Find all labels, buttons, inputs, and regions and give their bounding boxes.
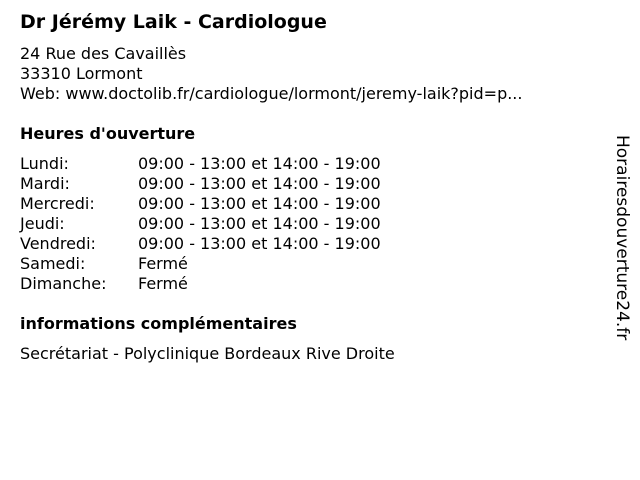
info-heading: informations complémentaires xyxy=(20,314,297,333)
day-label: Dimanche: xyxy=(20,274,107,293)
time-value: 09:00 - 13:00 et 14:00 - 19:00 xyxy=(138,214,381,233)
time-value: 09:00 - 13:00 et 14:00 - 19:00 xyxy=(138,154,381,173)
hours-row-sunday xyxy=(20,274,440,294)
time-value: 09:00 - 13:00 et 14:00 - 19:00 xyxy=(138,234,381,253)
address-street: 24 Rue des Cavaillès xyxy=(20,44,187,63)
address-city: 33310 Lormont xyxy=(20,64,143,83)
hours-row-thursday xyxy=(20,214,440,234)
time-value: Fermé xyxy=(138,274,188,293)
hours-row-wednesday xyxy=(20,194,440,214)
hours-row-monday xyxy=(20,154,440,174)
day-label: Lundi: xyxy=(20,154,69,173)
hours-row-tuesday xyxy=(20,174,440,194)
brand-watermark: Horairesdouverture24.fr xyxy=(612,135,632,341)
info-text: Secrétariat - Polyclinique Bordeaux Rive Droite xyxy=(20,344,395,363)
page-title: Dr Jérémy Laik - Cardiologue xyxy=(20,11,327,33)
time-value: Fermé xyxy=(138,254,188,273)
day-label: Mardi: xyxy=(20,174,70,193)
website-link[interactable]: Web: www.doctolib.fr/cardiologue/lormont/jeremy-laik?pid=p... xyxy=(20,84,523,103)
day-label: Mercredi: xyxy=(20,194,95,213)
day-label: Samedi: xyxy=(20,254,86,273)
day-label: Jeudi: xyxy=(20,214,65,233)
day-label: Vendredi: xyxy=(20,234,96,253)
time-value: 09:00 - 13:00 et 14:00 - 19:00 xyxy=(138,194,381,213)
time-value: 09:00 - 13:00 et 14:00 - 19:00 xyxy=(138,174,381,193)
hours-row-friday xyxy=(20,234,440,254)
hours-heading: Heures d'ouverture xyxy=(20,124,196,143)
hours-row-saturday xyxy=(20,254,440,274)
